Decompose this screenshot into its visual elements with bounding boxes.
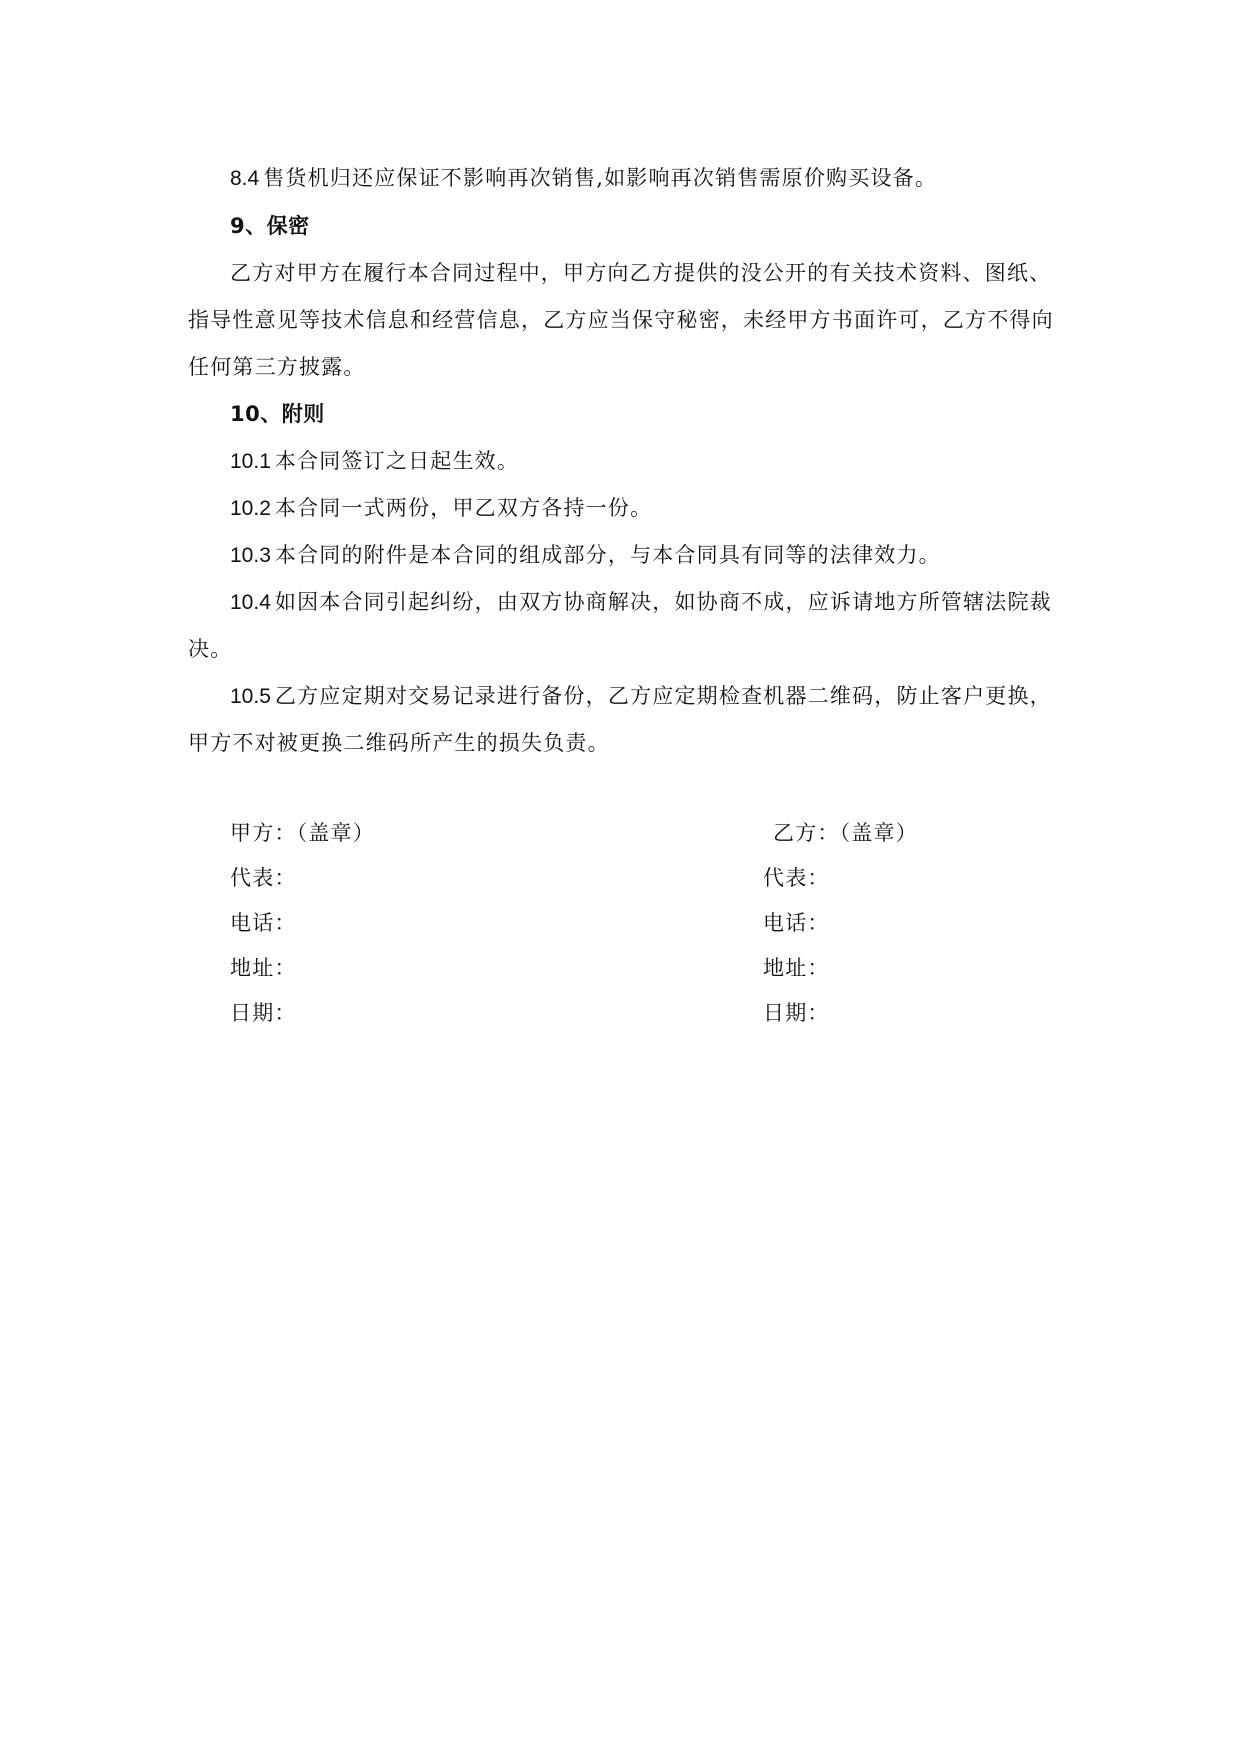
paragraph-line: 决。: [188, 637, 233, 661]
party-a-address: 地址：: [230, 956, 297, 980]
paragraph-line: 甲方不对被更换二维码所产生的损失负责。: [188, 731, 610, 755]
clause-text: 售货机归还应保证不影响再次销售,如影响再次销售需原价购买设备。: [263, 166, 938, 190]
clause-10-4: [230, 588, 1052, 617]
party-a-seal: 甲方：（盖章）: [230, 821, 375, 845]
section-heading-supplementary: 10、附则: [230, 402, 325, 426]
party-b-representative: 代表：: [763, 866, 830, 890]
clause-text: 本合同签订之日起生效。: [274, 449, 520, 473]
clause-text: 乙方应定期对交易记录进行备份，乙方应定期检查机器二维码，防止客户更换，: [274, 684, 1052, 708]
party-b-seal: 乙方：（盖章）: [773, 821, 918, 845]
clause-number: 10.5: [230, 685, 271, 708]
clause-number: 10.4: [230, 591, 271, 614]
paragraph-line: 指导性意见等技术信息和经营信息，乙方应当保守秘密，未经甲方书面许可，乙方不得向: [188, 308, 1054, 332]
clause-number: 10.1: [230, 450, 271, 473]
party-a-phone: 电话：: [230, 911, 297, 935]
party-b-date: 日期：: [763, 1001, 830, 1025]
clause-8-4: [230, 164, 937, 193]
paragraph-line: 任何第三方披露。: [188, 355, 366, 379]
party-a-representative: 代表：: [230, 866, 297, 890]
clause-10-3: [230, 541, 941, 570]
clause-number: 8.4: [230, 167, 260, 190]
party-a-date: 日期：: [230, 1001, 297, 1025]
section-heading-confidentiality: 9、保密: [230, 214, 310, 238]
paragraph-line: 乙方对甲方在履行本合同过程中，甲方向乙方提供的没公开的有关技术资料、图纸、: [230, 261, 1052, 285]
clause-number: 10.3: [230, 544, 271, 567]
party-b-address: 地址：: [763, 956, 830, 980]
clause-number: 10.2: [230, 497, 271, 520]
clause-10-2: [230, 494, 652, 523]
clause-text: 如因本合同引起纠纷，由双方协商解决，如协商不成，应诉请地方所管辖法院裁: [274, 590, 1052, 614]
clause-text: 本合同的附件是本合同的组成部分，与本合同具有同等的法律效力。: [274, 543, 941, 567]
clause-text: 本合同一式两份，甲乙双方各持一份。: [274, 496, 653, 520]
clause-10-5: [230, 682, 1052, 711]
party-b-phone: 电话：: [763, 911, 830, 935]
clause-10-1: [230, 447, 519, 476]
